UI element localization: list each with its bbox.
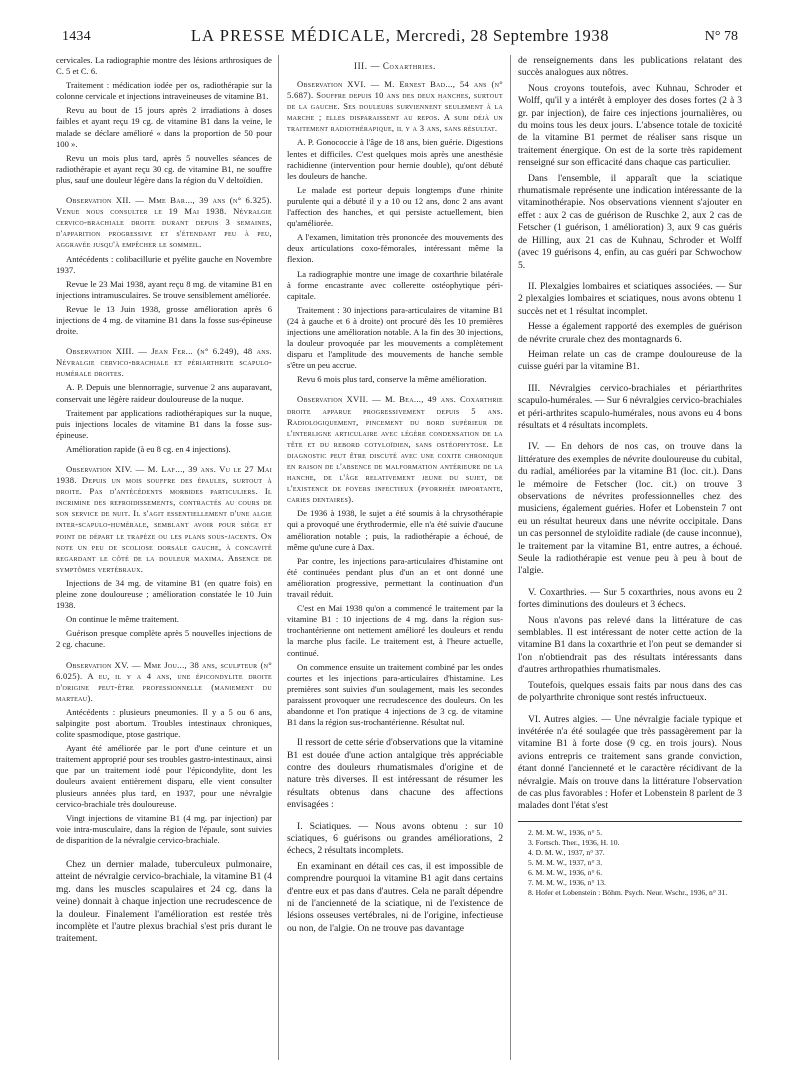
page-header: [62, 26, 738, 48]
paragraph: Traitement par applications radiothérapiques sur la nuque, puis injections locales de vitamine B1 dans la fosse sus-épineuse.: [56, 407, 272, 440]
footnote: 8. Hofer et Lobenstein : Böhm. Psych. Neur. Wschr., 1936, n° 31.: [528, 887, 728, 897]
paragraph: Toutefois, quelques essais faits par nous dans des cas de polyarthrite chronique sont restés infructueux.: [518, 679, 742, 704]
footnote: 5. M. M. W., 1937, n° 3.: [528, 857, 603, 867]
footnotes: [518, 821, 742, 898]
paragraph: Revu un mois plus tard, après 5 nouvelles séances de radiothérapie et ayant reçu 30 cg. de vitamine B1, ne souffre plus, sauf une douleur légère dans la région du V deltoïdien.: [56, 152, 272, 185]
section-heading: III. — Coxarthries.: [353, 61, 437, 71]
paragraph: Revue le 13 Juin 1938, grosse amélioration après 6 injections de 4 mg. de vitamine B1 dans la fosse sus-épineuse droite.: [56, 303, 272, 337]
paragraph: Dans l'ensemble, il apparaît que la sciatique rhumatismale représente une indication intéressante de la vitaminothérapie. Nos observations viennent s'ajouter en effet : aux 2 cas de guérison de Ruschke 2, aux 2 cas de Fetscher (1 guérison, 1 amélioration) 3, aux 9 cas guéris de Hilling, aux 21 cas de Kuhnau, Schroder et Wolff (avec 19 guérisons 4, enfin, au cas guéri par Schwochow 5.: [518, 172, 742, 271]
running-title: [62, 26, 738, 46]
issue-number: N° 78: [704, 29, 738, 44]
paragraph: Antécédents : colibacillurie et pyélite gauche en Novembre 1937.: [56, 253, 272, 275]
paragraph: On commence ensuite un traitement combiné par les ondes courtes et les injections para-articulaires d'histamine. Les premières sont suivies d'un soulagement, mais les secondes paraissent provoquer une recrudescence des douleurs. On les abandonne et l'on pratique 4 injections de 3 cg. de vitamine B1 dans la région sus-trochantérienne. Résultat nul.: [287, 661, 503, 728]
summary-heading: I. Sciatiques. — Nous avons obtenu : sur 10 sciatiques, 6 guérisons ou grandes améliorations, 2 échecs, 2 résultats incomplets.: [287, 820, 503, 857]
paragraph: Le malade est porteur depuis longtemps d'une rhinite purulente qui a débuté il y a 10 ou 12 ans, donc 2 ans avant l'affection des hanches, et qui persiste actuellement, bien qu'améliorée.: [287, 184, 503, 229]
paragraph: C'est en Mai 1938 qu'on a commencé le traitement par la vitamine B1 : 10 injections de 4 mg. dans la région sus-trochantérienne ont nettement amélioré les douleurs et rendu la marche plus facile. Le traitement est, à l'heure actuelle, continué.: [287, 603, 503, 658]
paragraph: Revue le 23 Mai 1938, ayant reçu 8 mg. de vitamine B1 en injections intramusculaires. Se trouve sensiblement améliorée.: [56, 278, 272, 300]
summary-heading: III. Névralgies cervico-brachiales et périarthrites scapulo-humérales. — Sur 6 névralgies cervico-brachiales et péri-arthrites scapulo-humérales, nous avons eu 4 bons résultats et 4 résultats incomplets.: [518, 382, 742, 431]
paragraph: De 1936 à 1938, le sujet a été soumis à la chrysothérapie qui a provoqué une érythrodermie, elle n'a été suivie d'aucune amélioration notable ; puis, la radiothérapie a échoué, de même qu'une cure à Dax.: [287, 508, 503, 552]
paragraph: Amélioration rapide (à eu 8 cg. en 4 injections).: [66, 443, 231, 454]
paragraph: de renseignements dans les publications relatant des succès analogues aux nôtres.: [518, 55, 742, 79]
observation-heading: Observation XVI. — M. Ernest Bad..., 54 ans (n° 5.687). Souffre depuis 10 ans des deux hanches, surtout de la gauche. Ses douleurs surviennent seulement à la marche ; elles disparaissent au repos. A subi déjà un traitement radiothérapique, il y a 3 ans, sans résultat.: [287, 79, 503, 134]
paragraph: Revu au bout de 15 jours après 2 irradiations à doses faibles et ayant reçu 19 cg. de vitamine B1 dans la veine, le malade se déclare amélioré « dans la proportion de 50 pour 100 ».: [56, 105, 272, 149]
paragraph: A. P. Depuis une blennorragie, survenue 2 ans auparavant, conservait une légère raideur douloureuse de la nuque.: [56, 382, 272, 404]
paragraph: Guérison presque complète après 5 nouvelles injections de 2 cg. chacune.: [56, 628, 272, 650]
paragraph: IV. — En dehors de nos cas, on trouve dans la littérature des exemples de névrite douloureuse du cubital, du radial, améliorées par la vitamine B1 (loc. cit.). Dans le mémoire de Fetscher (loc. cit.) on trouve 3 observations de névrites professionnelles chez des musiciens, également guéries. Hofer et Lobenstein 7 ont eu un résultat heureux dans une névrite occipitale. Dans un cas personnel de styloïdite radiale (de cause inconnue), le traitement par la vitamine B1, entre autres, a échoué. Seule la radiothérapie est venue peu à peu à bout de l'algie.: [518, 441, 742, 577]
issue-date: Mercredi, 28 Septembre 1938: [395, 26, 610, 45]
publication-name: LA PRESSE MÉDICALE,: [190, 26, 392, 45]
paragraph: cervicales. La radiographie montre des lésions arthrosiques de C. 5 et C. 6.: [56, 55, 272, 77]
paragraph: Antécédents : plusieurs pneumonies. Il y a 5 ou 6 ans, salpingite post abortum. Troubles intestinaux chroniques, colite spasmodique, ptose gastrique.: [56, 706, 272, 740]
paragraph: Vingt injections de vitamine B1 (4 mg. par injection) par voie intra-musculaire, dans la région de l'épaule, sont suivies de disparition de la névralgie cervico-brachiale.: [56, 812, 272, 845]
footnote: 4. D. M. W., 1937, n° 37.: [528, 847, 605, 857]
paragraph: Nous n'avons pas relevé dans la littérature de cas semblables. Il est intéressant de noter cette action de la vitamine B1 dans la coxarthrie et l'on peut se demander si l'on n'obtiendrait pas des résultats intéressants dans d'autres arthropathies rhumatismales.: [518, 614, 742, 676]
paragraph: Par contre, les injections para-articulaires d'histamine ont été continuées pendant plus d'un an et ont donné une amélioration progressive, permettant la continuation d'un travail réduit.: [287, 555, 503, 600]
paragraph: Chez un dernier malade, tuberculeux pulmonaire, atteint de névralgie cervico-brachiale, la vitamine B1 (4 mg. dans les muscles scapulaires et 24 cg. dans la veine) donnait à chaque injection une recrudescence de la douleur. Finalement l'amélioration est restée très incomplète et l'autre plexus brachial s'est pris durant le traitement.: [56, 859, 272, 945]
column-divider: [510, 55, 511, 1060]
paragraph: La radiographie montre une image de coxarthrie bilatérale à forme encastrante avec collerette ostéophytique péri-capitale.: [287, 268, 503, 301]
summary-heading: VI. Autres algies. — Une névralgie faciale typique et invétérée n'a été soulagée que très passagèrement par la vitamine B1 à forte dose (9 cg. en trois jours). Nous avions entrepris ce traitement sans grande conviction, étant donné l'ancienneté et le caractère récidivant de la névralgie. Mais on trouve dans la littérature l'observation de cas plus favorables : Hofer et Lobenstein 8 parlent de 3 malades dont l'état s'est: [518, 713, 742, 812]
footnote: 7. M. M. W., 1936, n° 13.: [528, 877, 606, 887]
observation-heading: Observation XIV. — M. Laf..., 39 ans. Vu le 27 Mai 1938. Depuis un mois souffre des épaules, surtout à droite. Pas d'antécédents morbides particuliers. Il incrimine des refroidissements, contractés au cours de son service de nuit. Il s'agit essentiellement d'une algie inter-scapulo-humérale, semblant avoir pour siège et point de départ le trapèze ou les plans sous-jacents. On note un peu de scoliose dorsale gauche, à concavité regardant le côté de la douleur maxima. Absence de symptômes vertébraux.: [56, 464, 272, 574]
paragraph: Hesse a également rapporté des exemples de guérison de névrite crurale chez des montagnards 6.: [518, 321, 742, 345]
column-divider: [278, 55, 279, 1060]
paragraph: A l'examen, limitation très prononcée des mouvements des deux articulations coxo-fémorales, intéressant même la flexion.: [287, 232, 503, 265]
page-number: 1434: [62, 29, 91, 44]
paragraph: On continue le même traitement.: [66, 614, 179, 625]
footnote: 6. M. M. W., 1936, n° 6.: [528, 867, 603, 877]
column-left: [56, 55, 272, 1065]
observation-heading: Observation XVII. — M. Bea..., 49 ans. Coxarthrie droite apparue progressivement depuis 5 ans. Radiologiquement, pincement du bord supérieur de l'interligne articulaire avec légère condensation de la tête et du rebord cotyloïdien, sans ostéophytose. Le diagnostic peut être discuté avec une coxite chronique en raison de l'absence de malformation antérieure de la hanche, de l'âge relativement jeune du sujet, de l'existence de foyers infectieux (pyorrhée importante, caries dentaires).: [287, 394, 503, 505]
paragraph: Injections de 34 mg. de vitamine B1 (en quatre fois) en pleine zone douloureuse ; amélioration constatée le 10 Juin 1938.: [56, 577, 272, 611]
paragraph: Revu 6 mois plus tard, conserve la même amélioration.: [297, 374, 487, 385]
paragraph: En examinant en détail ces cas, il est impossible de comprendre pourquoi la vitamine B1 agit dans certains d'entre eux et pas dans d'autres. Cela ne paraît dépendre ni de l'ancienneté de la sciatique, ni de l'existence de lésions osseuses vertébrales, ni de l'origine, infectieuse ou non, de l'algie. On ne trouve pas davantage: [287, 860, 503, 934]
paragraph: Traitement : médication iodée per os, radiothérapie sur la colonne cervicale et injections intraveineuses de vitamine B1.: [56, 80, 272, 102]
column-middle: [287, 55, 503, 1065]
paragraph: A. P. Gonococcie à l'âge de 18 ans, bien guérie. Digestions lentes et difficiles. C'est quelques mois après une anesthésie rachidienne (intervention pour hernie double), qu'ont débuté les douleurs de hanche.: [287, 137, 503, 181]
footnote: 3. Fortsch. Ther., 1936, H. 10.: [528, 837, 620, 847]
summary-heading: V. Coxarthries. — Sur 5 coxarthries, nous avons eu 2 fortes diminutions des douleurs et 3 échecs.: [518, 586, 742, 611]
column-right: [518, 55, 742, 1065]
paragraph: Nous croyons toutefois, avec Kuhnau, Schroder et Wolff, qu'il y a intérêt à employer des doses fortes (2 à 3 gr. par injection), de faire ces injections journalières, ou du moins tous les deux jours. L'absence totale de toxicité de la vitamine B1 permet de réaliser sans risque un traitement énergique. On est de la sorte très rapidement renseigné sur son efficacité dans chaque cas particulier.: [518, 82, 742, 169]
paragraph: Heiman relate un cas de crampe douloureuse de la cuisse guéri par la vitamine B1.: [518, 348, 742, 373]
observation-heading: Observation XV. — Mme Jou..., 38 ans, sculpteur (n° 6.025). A eu, il y a 4 ans, une épicondylite droite d'origine peut-être professionnelle (maniement du marteau).: [56, 659, 272, 703]
paragraph: Ayant été améliorée par le port d'une ceinture et un traitement approprié pour ses troubles gastro-intestinaux, ainsi que par un traitement iodé pour l'épicondylite, dont les douleurs avaient entièrement disparu, elle vient consulter plusieurs années plus tard, en 1937, pour une névralgie cervico-brachiale très douloureuse.: [56, 743, 272, 809]
paragraph: Traitement : 30 injections para-articulaires de vitamine B1 (24 à gauche et 6 à droite) ont procuré dès les 10 premières injections une amélioration notable. A la fin des 30 injections, la douleur provoquée par les mouvements a complètement disparu et l'amplitude des mouvements de hanche semble s'être un peu accrue.: [287, 304, 503, 371]
summary-heading: II. Plexalgies lombaires et sciatiques associées. — Sur 2 plexalgies lombaires et sciatiques, nous avons obtenu 1 succès net et 1 résultat incomplet.: [518, 280, 742, 317]
observation-heading: Observation XII. — Mme Bar..., 39 ans (n° 6.325). Venue nous consulter le 19 Mai 1938. Névralgie cervico-brachiale droite durant depuis 3 semaines, d'apparition progressive et s'étendant peu à peu, aggravée jusqu'à empêcher le sommeil.: [56, 195, 272, 250]
paragraph: Il ressort de cette série d'observations que la vitamine B1 est douée d'une action antalgique très appréciable contre des douleurs rhumatismales d'origine et de nature très diverses. Il est intéressant de résumer les résultats obtenus dans chacune des affections envisagées :: [287, 737, 503, 811]
observation-heading: Observation XIII. — Jean Fer... (n° 6.249), 48 ans. Névralgie cervico-brachiale et périarthrite scapulo-humérale droites.: [56, 346, 272, 379]
footnote: 2. M. M. W., 1936, n° 5.: [528, 827, 603, 837]
